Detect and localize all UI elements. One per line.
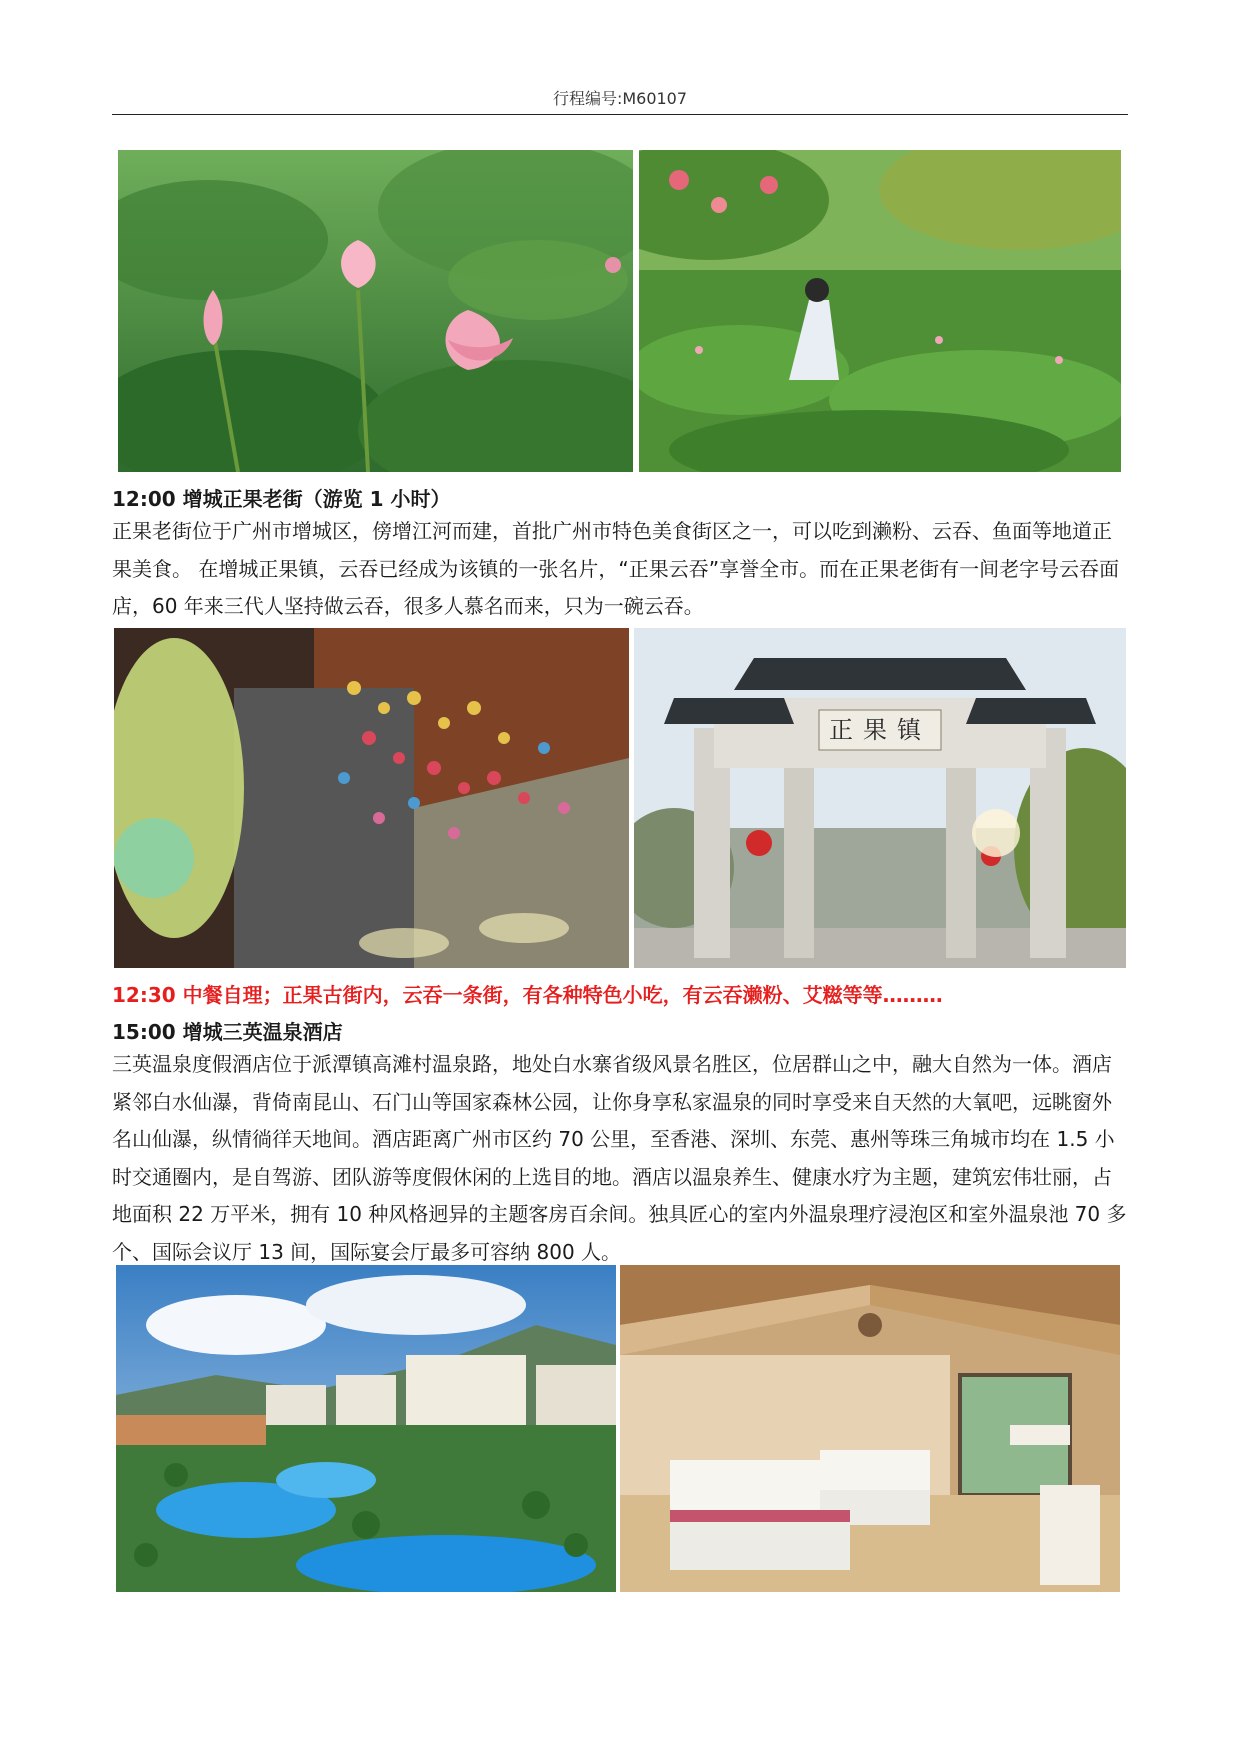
arch-plaque-text: 正果镇 (829, 716, 931, 744)
section-heading-hotel: 15:00 增城三英温泉酒店 (112, 1020, 343, 1044)
lotus-field-photo (639, 150, 1121, 472)
section-heading-zhengguo: 12:00 增城正果老街（游览 1 小时） (112, 487, 451, 511)
zhengguo-archway-photo (634, 628, 1126, 968)
lantern-street-photo (114, 628, 629, 968)
hotel-aerial-photo (116, 1265, 616, 1592)
section-paragraph-zhengguo: 正果老街位于广州市增城区，傍增江河而建，首批广州市特色美食街区之一，可以吃到濑粉、云吞、鱼面等地道正果美食。 在增城正果镇，云吞已经成为该镇的一张名片，“正果云吞”享誉全市。而在正果老街有一间老字号云吞面店，60 年来三代人坚持做云吞，很多人慕名而来，只为一碗云吞。 (112, 519, 1120, 618)
section-paragraph-hotel: 三英温泉度假酒店位于派潭镇高滩村温泉路，地处白水寨省级风景名胜区，位居群山之中，融大自然为一体。酒店紧邻白水仙瀑，背倚南昆山、石门山等国家森林公园，让你身享私家温泉的同时享受来自天然的大氧吧，远眺窗外名山仙瀑，纵情徜徉天地间。酒店距离广州市区约 70 公里，至香港、深圳、东莞、惠州等珠三角城市均在 1.5 小时交通圈内，是自驾游、团队游等度假休闲的上选目的地。酒店以温泉养生、健康水疗为主题，建筑宏伟壮丽，占地面积 22 万平米，拥有 10 种风格迥异的主题客房百余间。独具匠心的室内外温泉理疗浸泡区和室外温泉池 70 多个、国际会议厅 13 间，国际宴会厅最多可容纳 800 人。 (112, 1052, 1127, 1264)
lunch-note: 12:30 中餐自理；正果古街内，云吞一条街，有各种特色小吃，有云吞濑粉、艾糍等等……… (112, 983, 943, 1007)
hotel-room-photo (620, 1265, 1120, 1592)
header-rule (112, 114, 1128, 115)
document-header: 行程编号:M60107 (552, 89, 688, 108)
lotus-closeup-photo (118, 150, 633, 472)
